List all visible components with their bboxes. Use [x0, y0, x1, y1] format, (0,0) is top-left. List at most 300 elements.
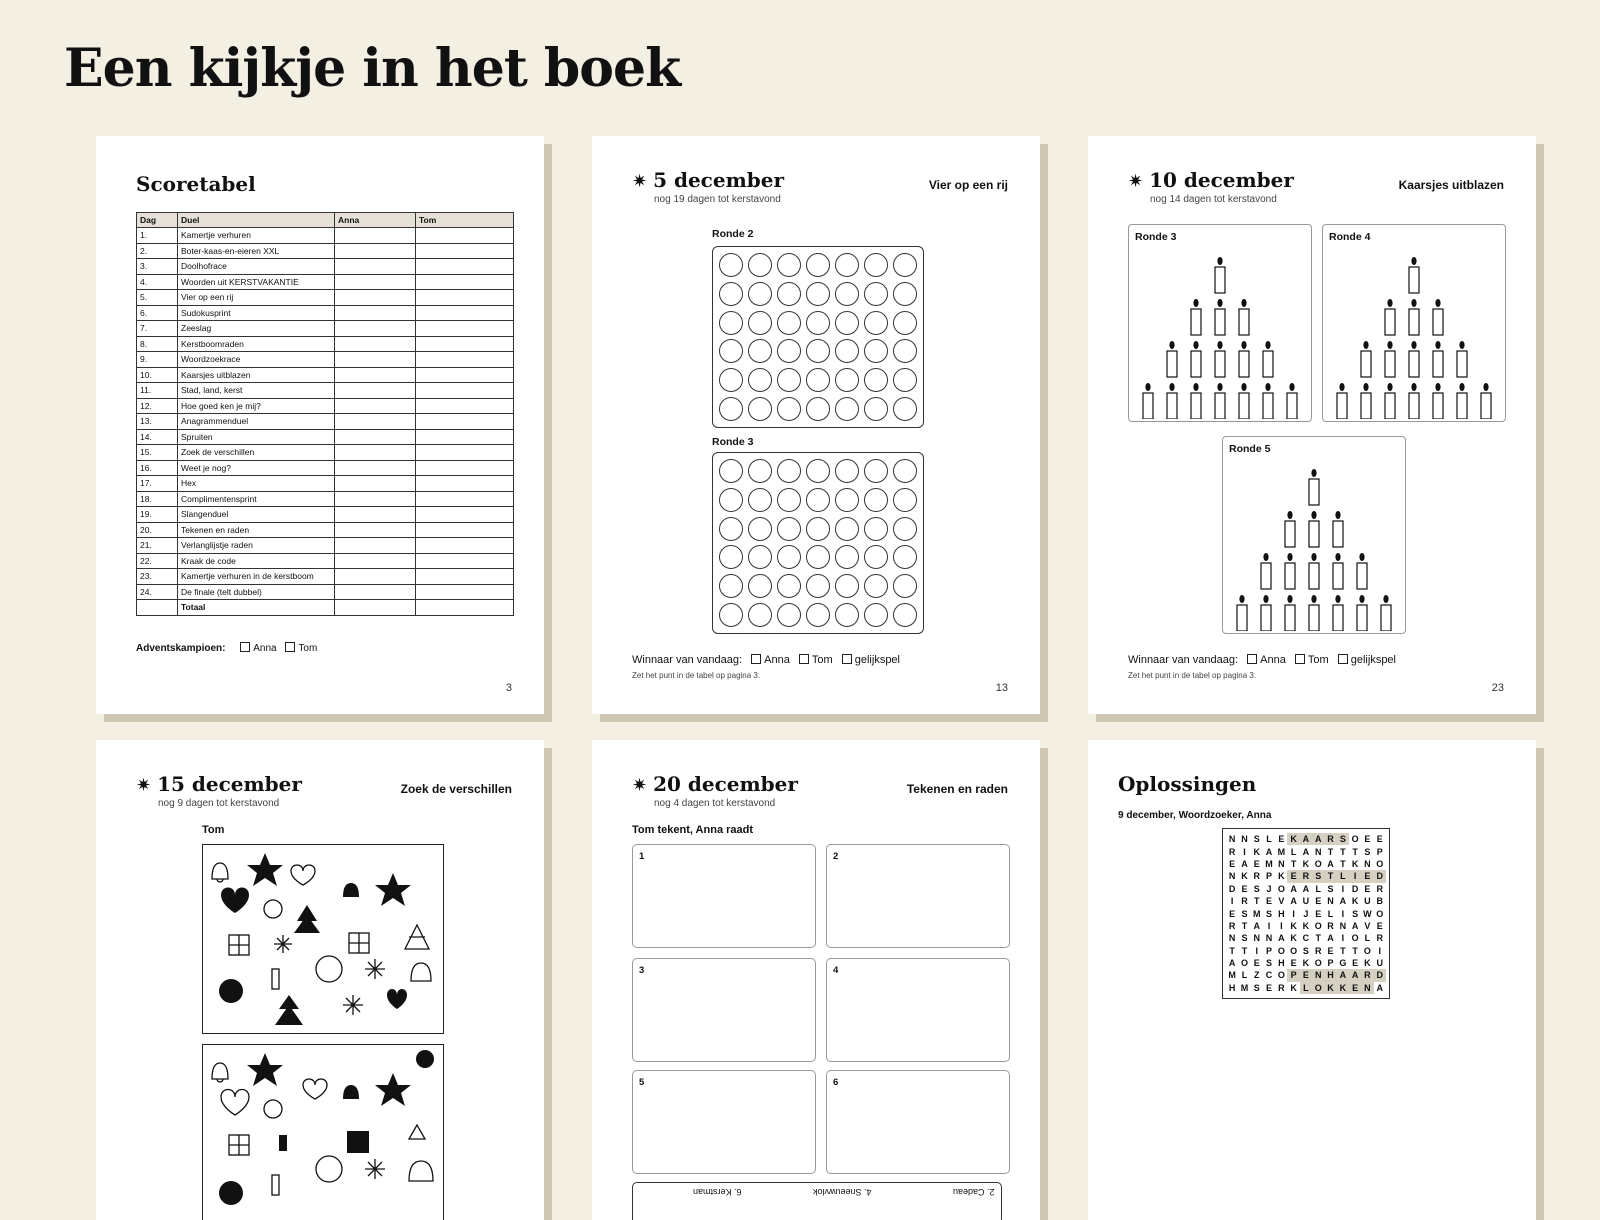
- grid-hole[interactable]: [864, 603, 888, 627]
- grid-hole[interactable]: [893, 339, 917, 363]
- candle-pyramid[interactable]: [1323, 247, 1505, 419]
- day-cell: [137, 600, 178, 616]
- word-search-letter: N: [1364, 858, 1371, 869]
- grid-hole[interactable]: [864, 311, 888, 335]
- score-cell-anna[interactable]: [335, 414, 416, 430]
- grid-hole[interactable]: [748, 311, 772, 335]
- grid-hole[interactable]: [806, 253, 830, 277]
- grid-hole[interactable]: [748, 253, 772, 277]
- grid-hole[interactable]: [893, 517, 917, 541]
- score-cell-tom[interactable]: [416, 321, 514, 337]
- grid-hole[interactable]: [893, 459, 917, 483]
- candle-icon[interactable]: [1239, 351, 1249, 377]
- word-search-letter: O: [1363, 945, 1371, 956]
- score-cell-tom[interactable]: [416, 259, 514, 275]
- score-cell-anna[interactable]: [335, 398, 416, 414]
- word-search-letter: I: [1341, 883, 1345, 894]
- word-search-letter: R: [1376, 883, 1383, 894]
- word-search-letter: N: [1314, 846, 1322, 857]
- candle-icon[interactable]: [1215, 309, 1225, 335]
- grid-hole[interactable]: [864, 545, 888, 569]
- grid-hole[interactable]: [777, 574, 801, 598]
- grid-hole[interactable]: [719, 574, 743, 598]
- candle-icon[interactable]: [1333, 605, 1343, 631]
- score-cell-tom[interactable]: [416, 290, 514, 306]
- flame-icon: [1241, 383, 1246, 391]
- word-search-letter: E: [1229, 908, 1236, 919]
- snowflake-icon: [365, 959, 385, 979]
- score-cell-tom[interactable]: [416, 414, 514, 430]
- word-search-letter: N: [1339, 920, 1347, 931]
- score-cell-tom[interactable]: [416, 553, 514, 569]
- score-cell-tom[interactable]: [416, 569, 514, 585]
- score-cell-tom[interactable]: [416, 491, 514, 507]
- flame-icon: [1459, 383, 1464, 391]
- word-search-letter: Z: [1253, 970, 1260, 981]
- word-search-letter: E: [1315, 896, 1322, 907]
- checkbox-draw[interactable]: [842, 654, 852, 664]
- day-heading: [1128, 168, 1294, 192]
- candle-icon[interactable]: [1309, 605, 1319, 631]
- grid-hole[interactable]: [777, 545, 801, 569]
- score-cell-tom[interactable]: [416, 429, 514, 445]
- score-cell-anna[interactable]: [335, 584, 416, 600]
- score-cell-anna[interactable]: [335, 476, 416, 492]
- score-cell-tom[interactable]: [416, 445, 514, 461]
- word-search-letter: S: [1364, 846, 1371, 857]
- score-cell-anna[interactable]: [335, 243, 416, 259]
- word-search-letter: K: [1287, 833, 1299, 845]
- flame-icon: [1335, 553, 1340, 561]
- drawing-box[interactable]: [826, 1070, 1010, 1174]
- grid-hole[interactable]: [835, 459, 859, 483]
- score-cell-anna[interactable]: [335, 445, 416, 461]
- round-label: Ronde 2: [712, 228, 754, 240]
- grid-hole[interactable]: [835, 253, 859, 277]
- col-header-day: Dag: [137, 213, 178, 228]
- difference-picture-top[interactable]: [202, 844, 444, 1034]
- candle-icon[interactable]: [1215, 351, 1225, 377]
- grid-hole[interactable]: [748, 339, 772, 363]
- grid-hole[interactable]: [835, 339, 859, 363]
- word-search-letter: E: [1300, 969, 1312, 981]
- candle-icon[interactable]: [1481, 393, 1491, 419]
- bauble-icon: [316, 1156, 342, 1182]
- word-search-letter: S: [1266, 908, 1273, 919]
- table-row: [137, 460, 514, 476]
- grid-hole[interactable]: [864, 517, 888, 541]
- score-cell-anna[interactable]: [335, 383, 416, 399]
- word-search-letter: I: [1292, 908, 1295, 919]
- checkbox-anna[interactable]: [1247, 654, 1257, 664]
- bell-icon: [409, 1161, 433, 1181]
- flame-icon: [1363, 383, 1368, 391]
- flame-icon: [1287, 595, 1292, 603]
- score-cell-tom[interactable]: [416, 367, 514, 383]
- grid-hole[interactable]: [777, 368, 801, 392]
- drawing-box[interactable]: [826, 958, 1010, 1062]
- checkbox-label-draw: gelijkspel: [854, 654, 900, 666]
- candle-icon[interactable]: [1333, 563, 1343, 589]
- score-cell-anna[interactable]: [335, 522, 416, 538]
- grid-hole[interactable]: [835, 311, 859, 335]
- grid-hole[interactable]: [748, 368, 772, 392]
- grid-hole[interactable]: [893, 603, 917, 627]
- word-search-letter: D: [1374, 870, 1386, 882]
- grid-hole[interactable]: [777, 488, 801, 512]
- word-search-letter: E: [1266, 896, 1273, 907]
- candle-icon[interactable]: [1191, 393, 1201, 419]
- flame-icon: [1289, 383, 1294, 391]
- snowflake-icon: [365, 1159, 385, 1179]
- word-search-letter: L: [1327, 908, 1334, 919]
- candle-icon[interactable]: [1167, 351, 1177, 377]
- grid-hole[interactable]: [806, 282, 830, 306]
- candle-icon[interactable]: [1433, 309, 1443, 335]
- word-search-letter: E: [1364, 834, 1371, 845]
- grid-hole[interactable]: [893, 368, 917, 392]
- word-search-letter: R: [1376, 933, 1383, 944]
- grid-hole[interactable]: [748, 603, 772, 627]
- duel-cell: Kamertje verhuren: [178, 228, 335, 244]
- candle-icon[interactable]: [1239, 393, 1249, 419]
- candle-icon[interactable]: [1309, 521, 1319, 547]
- grid-hole[interactable]: [835, 397, 859, 421]
- word-search-letter: E: [1361, 870, 1373, 882]
- grid-hole[interactable]: [835, 545, 859, 569]
- grid-hole[interactable]: [835, 574, 859, 598]
- checkbox-tom[interactable]: [799, 654, 809, 664]
- candle-icon[interactable]: [1381, 605, 1391, 631]
- word-search-grid: [1222, 828, 1390, 999]
- score-cell-tom[interactable]: [416, 522, 514, 538]
- score-cell-tom[interactable]: [416, 398, 514, 414]
- checkbox-tom[interactable]: [285, 642, 295, 652]
- candle-icon[interactable]: [1285, 563, 1295, 589]
- grid-hole[interactable]: [864, 339, 888, 363]
- grid-hole[interactable]: [719, 603, 743, 627]
- candle-icon[interactable]: [1433, 393, 1443, 419]
- grid-hole[interactable]: [893, 253, 917, 277]
- candle-icon[interactable]: [1337, 393, 1347, 419]
- grid-hole[interactable]: [893, 574, 917, 598]
- drawing-box[interactable]: [632, 844, 816, 948]
- heart-icon: [387, 989, 407, 1009]
- word-search-letter: A: [1265, 846, 1273, 857]
- grid-hole[interactable]: [719, 339, 743, 363]
- grid-hole[interactable]: [864, 368, 888, 392]
- day-cell: 10.: [137, 367, 178, 383]
- candle-icon[interactable]: [1409, 267, 1419, 293]
- grid-hole[interactable]: [806, 339, 830, 363]
- grid-hole[interactable]: [806, 397, 830, 421]
- score-cell-anna[interactable]: [335, 274, 416, 290]
- word-search-letter: A: [1302, 846, 1310, 857]
- total-cell-anna[interactable]: [335, 600, 416, 616]
- grid-hole[interactable]: [864, 397, 888, 421]
- grid-hole[interactable]: [864, 488, 888, 512]
- grid-hole[interactable]: [719, 459, 743, 483]
- score-cell-tom[interactable]: [416, 336, 514, 352]
- duel-cell: Kraak de code: [178, 553, 335, 569]
- col-header-duel: Duel: [178, 213, 335, 228]
- duel-cell: Weet je nog?: [178, 460, 335, 476]
- day-cell: 15.: [137, 445, 178, 461]
- checkbox-anna[interactable]: [240, 642, 250, 652]
- grid-hole[interactable]: [777, 311, 801, 335]
- score-cell-anna[interactable]: [335, 569, 416, 585]
- candle-icon[interactable]: [1191, 351, 1201, 377]
- grid-hole[interactable]: [806, 603, 830, 627]
- answer-text: 4. Sneeuwvlok: [813, 1187, 872, 1197]
- candle-icon[interactable]: [1167, 393, 1177, 419]
- candle-icon[interactable]: [1357, 563, 1367, 589]
- word-search-letter: E: [1278, 834, 1285, 845]
- score-cell-anna[interactable]: [335, 538, 416, 554]
- grid-hole[interactable]: [893, 282, 917, 306]
- grid-hole[interactable]: [806, 368, 830, 392]
- score-cell-tom[interactable]: [416, 274, 514, 290]
- flame-icon: [1359, 595, 1364, 603]
- grid-hole[interactable]: [777, 282, 801, 306]
- grid-hole[interactable]: [748, 545, 772, 569]
- drawing-box[interactable]: [632, 958, 816, 1062]
- box-number: 5: [639, 1077, 645, 1088]
- drawing-box[interactable]: [826, 844, 1010, 948]
- heart-icon: [221, 1090, 249, 1116]
- candle-icon[interactable]: [1263, 393, 1273, 419]
- word-search-letter: O: [1351, 933, 1359, 944]
- grid-hole[interactable]: [719, 368, 743, 392]
- score-cell-tom[interactable]: [416, 476, 514, 492]
- candle-pyramid[interactable]: [1129, 247, 1311, 419]
- score-cell-anna[interactable]: [335, 352, 416, 368]
- candle-icon[interactable]: [1215, 267, 1225, 293]
- grid-hole[interactable]: [748, 517, 772, 541]
- word-search-letter: I: [1230, 896, 1234, 907]
- grid-hole[interactable]: [806, 311, 830, 335]
- flame-icon: [1239, 595, 1244, 603]
- score-cell-anna[interactable]: [335, 321, 416, 337]
- tree-icon: [275, 995, 303, 1025]
- candle-icon[interactable]: [1457, 351, 1467, 377]
- candle-icon[interactable]: [1261, 563, 1271, 589]
- day-subtitle: nog 4 dagen tot kerstavond: [654, 798, 776, 809]
- grid-hole[interactable]: [748, 574, 772, 598]
- winner-label: Winnaar van vandaag:: [632, 654, 743, 666]
- grid-hole[interactable]: [748, 459, 772, 483]
- word-search-letter: T: [1340, 846, 1346, 857]
- candle-icon[interactable]: [1215, 393, 1225, 419]
- drawing-box[interactable]: [632, 1070, 816, 1174]
- checkbox-anna[interactable]: [751, 654, 761, 664]
- grid-hole[interactable]: [748, 397, 772, 421]
- score-cell-anna[interactable]: [335, 460, 416, 476]
- word-search-letter: O: [1314, 958, 1322, 969]
- score-cell-tom[interactable]: [416, 305, 514, 321]
- grid-hole[interactable]: [719, 397, 743, 421]
- grid-hole[interactable]: [719, 517, 743, 541]
- grid-hole[interactable]: [719, 282, 743, 306]
- grid-hole[interactable]: [719, 545, 743, 569]
- score-cell-anna[interactable]: [335, 367, 416, 383]
- candle-icon[interactable]: [1361, 351, 1371, 377]
- score-cell-tom[interactable]: [416, 352, 514, 368]
- word-search-letter: E: [1315, 908, 1322, 919]
- candle-icon[interactable]: [1285, 605, 1295, 631]
- duel-cell: Verlanglijstje raden: [178, 538, 335, 554]
- grid-hole[interactable]: [748, 282, 772, 306]
- grid-hole[interactable]: [719, 253, 743, 277]
- candle-icon[interactable]: [1409, 309, 1419, 335]
- score-cell-anna[interactable]: [335, 336, 416, 352]
- score-cell-anna[interactable]: [335, 491, 416, 507]
- word-search-letter: A: [1300, 833, 1312, 845]
- word-search-letter: P: [1266, 871, 1273, 882]
- grid-hole[interactable]: [777, 603, 801, 627]
- grid-hole[interactable]: [893, 397, 917, 421]
- day-cell: 11.: [137, 383, 178, 399]
- grid-hole[interactable]: [864, 459, 888, 483]
- score-cell-tom[interactable]: [416, 584, 514, 600]
- candle-pyramid[interactable]: [1223, 459, 1405, 631]
- day-cell: 22.: [137, 553, 178, 569]
- grid-hole[interactable]: [806, 574, 830, 598]
- duel-cell: Woorden uit KERSTVAKANTIE: [178, 274, 335, 290]
- candle-icon[interactable]: [1143, 393, 1153, 419]
- grid-hole[interactable]: [864, 253, 888, 277]
- grid-hole[interactable]: [777, 253, 801, 277]
- grid-hole[interactable]: [777, 517, 801, 541]
- candle-icon[interactable]: [1191, 309, 1201, 335]
- grid-hole[interactable]: [893, 311, 917, 335]
- grid-hole[interactable]: [835, 603, 859, 627]
- duel-cell: Kamertje verhuren in de kerstboom: [178, 569, 335, 585]
- grid-hole[interactable]: [835, 368, 859, 392]
- score-cell-anna[interactable]: [335, 507, 416, 523]
- candle-icon: [272, 1175, 279, 1195]
- table-row: [137, 336, 514, 352]
- grid-hole[interactable]: [719, 488, 743, 512]
- candle-icon[interactable]: [1237, 605, 1247, 631]
- table-row: [137, 507, 514, 523]
- score-cell-tom[interactable]: [416, 228, 514, 244]
- candle-icon[interactable]: [1361, 393, 1371, 419]
- box-number: 2: [833, 851, 839, 862]
- candle-icon[interactable]: [1357, 605, 1367, 631]
- duel-cell: Doolhofrace: [178, 259, 335, 275]
- candle-icon[interactable]: [1285, 521, 1295, 547]
- word-search-letter: S: [1253, 982, 1260, 993]
- word-search-letter: K: [1253, 846, 1260, 857]
- christmas-icons: [203, 1045, 443, 1220]
- tree-icon: [294, 905, 320, 933]
- word-search-letter: A: [1327, 858, 1334, 869]
- word-search-letter: N: [1228, 871, 1236, 882]
- candle-icon[interactable]: [1385, 393, 1395, 419]
- word-search-letter: K: [1290, 982, 1297, 993]
- grid-hole[interactable]: [893, 488, 917, 512]
- score-cell-tom[interactable]: [416, 507, 514, 523]
- grid-hole[interactable]: [777, 339, 801, 363]
- grid-hole[interactable]: [806, 517, 830, 541]
- grid-hole[interactable]: [777, 397, 801, 421]
- candle-icon[interactable]: [1309, 479, 1319, 505]
- word-search-letter: D: [1228, 883, 1236, 894]
- grid-hole[interactable]: [893, 545, 917, 569]
- grid-hole[interactable]: [806, 545, 830, 569]
- day-cell: 7.: [137, 321, 178, 337]
- candle-icon[interactable]: [1433, 351, 1443, 377]
- word-search-letter: S: [1302, 945, 1309, 956]
- candle-icon[interactable]: [1457, 393, 1467, 419]
- word-search-letter: R: [1253, 871, 1260, 882]
- grid-hole[interactable]: [835, 282, 859, 306]
- game-name: Vier op een rij: [928, 178, 1008, 192]
- candle-icon[interactable]: [1309, 563, 1319, 589]
- grid-hole[interactable]: [806, 459, 830, 483]
- connect-four-grid[interactable]: [712, 246, 924, 428]
- candle-icon[interactable]: [1263, 351, 1273, 377]
- candle-icon[interactable]: [1333, 521, 1343, 547]
- candle-icon[interactable]: [1287, 393, 1297, 419]
- score-cell-anna[interactable]: [335, 305, 416, 321]
- grid-hole[interactable]: [777, 459, 801, 483]
- solutions-subtitle: 9 december, Woordzoeker, Anna: [1118, 810, 1272, 821]
- candle-icon[interactable]: [1239, 309, 1249, 335]
- score-cell-anna[interactable]: [335, 290, 416, 306]
- checkbox-label-tom: Tom: [1307, 654, 1329, 666]
- candle-icon[interactable]: [1385, 351, 1395, 377]
- checkbox-label-tom: Tom: [811, 654, 833, 666]
- duel-cell: Woordzoekrace: [178, 352, 335, 368]
- checkbox-tom[interactable]: [1295, 654, 1305, 664]
- grid-hole[interactable]: [806, 488, 830, 512]
- connect-four-grid[interactable]: [712, 452, 924, 634]
- day-subtitle: nog 9 dagen tot kerstavond: [158, 798, 280, 809]
- word-search-letter: P: [1327, 958, 1334, 969]
- checkbox-draw[interactable]: [1338, 654, 1348, 664]
- grid-hole[interactable]: [748, 488, 772, 512]
- difference-picture-bottom[interactable]: [202, 1044, 444, 1220]
- flame-icon: [1265, 383, 1270, 391]
- grid-hole[interactable]: [719, 311, 743, 335]
- game-name: Zoek de verschillen: [400, 782, 512, 796]
- score-cell-tom[interactable]: [416, 243, 514, 259]
- score-cell-anna[interactable]: [335, 228, 416, 244]
- candle-icon[interactable]: [1385, 309, 1395, 335]
- day-cell: 16.: [137, 460, 178, 476]
- word-search-letter: E: [1376, 920, 1383, 931]
- score-cell-anna[interactable]: [335, 259, 416, 275]
- grid-hole[interactable]: [835, 517, 859, 541]
- word-search-letter: S: [1241, 908, 1248, 919]
- score-cell-tom[interactable]: [416, 538, 514, 554]
- grid-hole[interactable]: [864, 282, 888, 306]
- score-cell-anna[interactable]: [335, 429, 416, 445]
- candle-icon[interactable]: [1261, 605, 1271, 631]
- total-cell-tom[interactable]: [416, 600, 514, 616]
- word-search-letter: I: [1255, 945, 1258, 956]
- score-cell-tom[interactable]: [416, 460, 514, 476]
- grid-hole[interactable]: [835, 488, 859, 512]
- candle-icon[interactable]: [1409, 393, 1419, 419]
- grid-hole[interactable]: [864, 574, 888, 598]
- score-cell-anna[interactable]: [335, 553, 416, 569]
- score-cell-tom[interactable]: [416, 383, 514, 399]
- candle-icon[interactable]: [1409, 351, 1419, 377]
- word-search-letter: T: [1352, 945, 1358, 956]
